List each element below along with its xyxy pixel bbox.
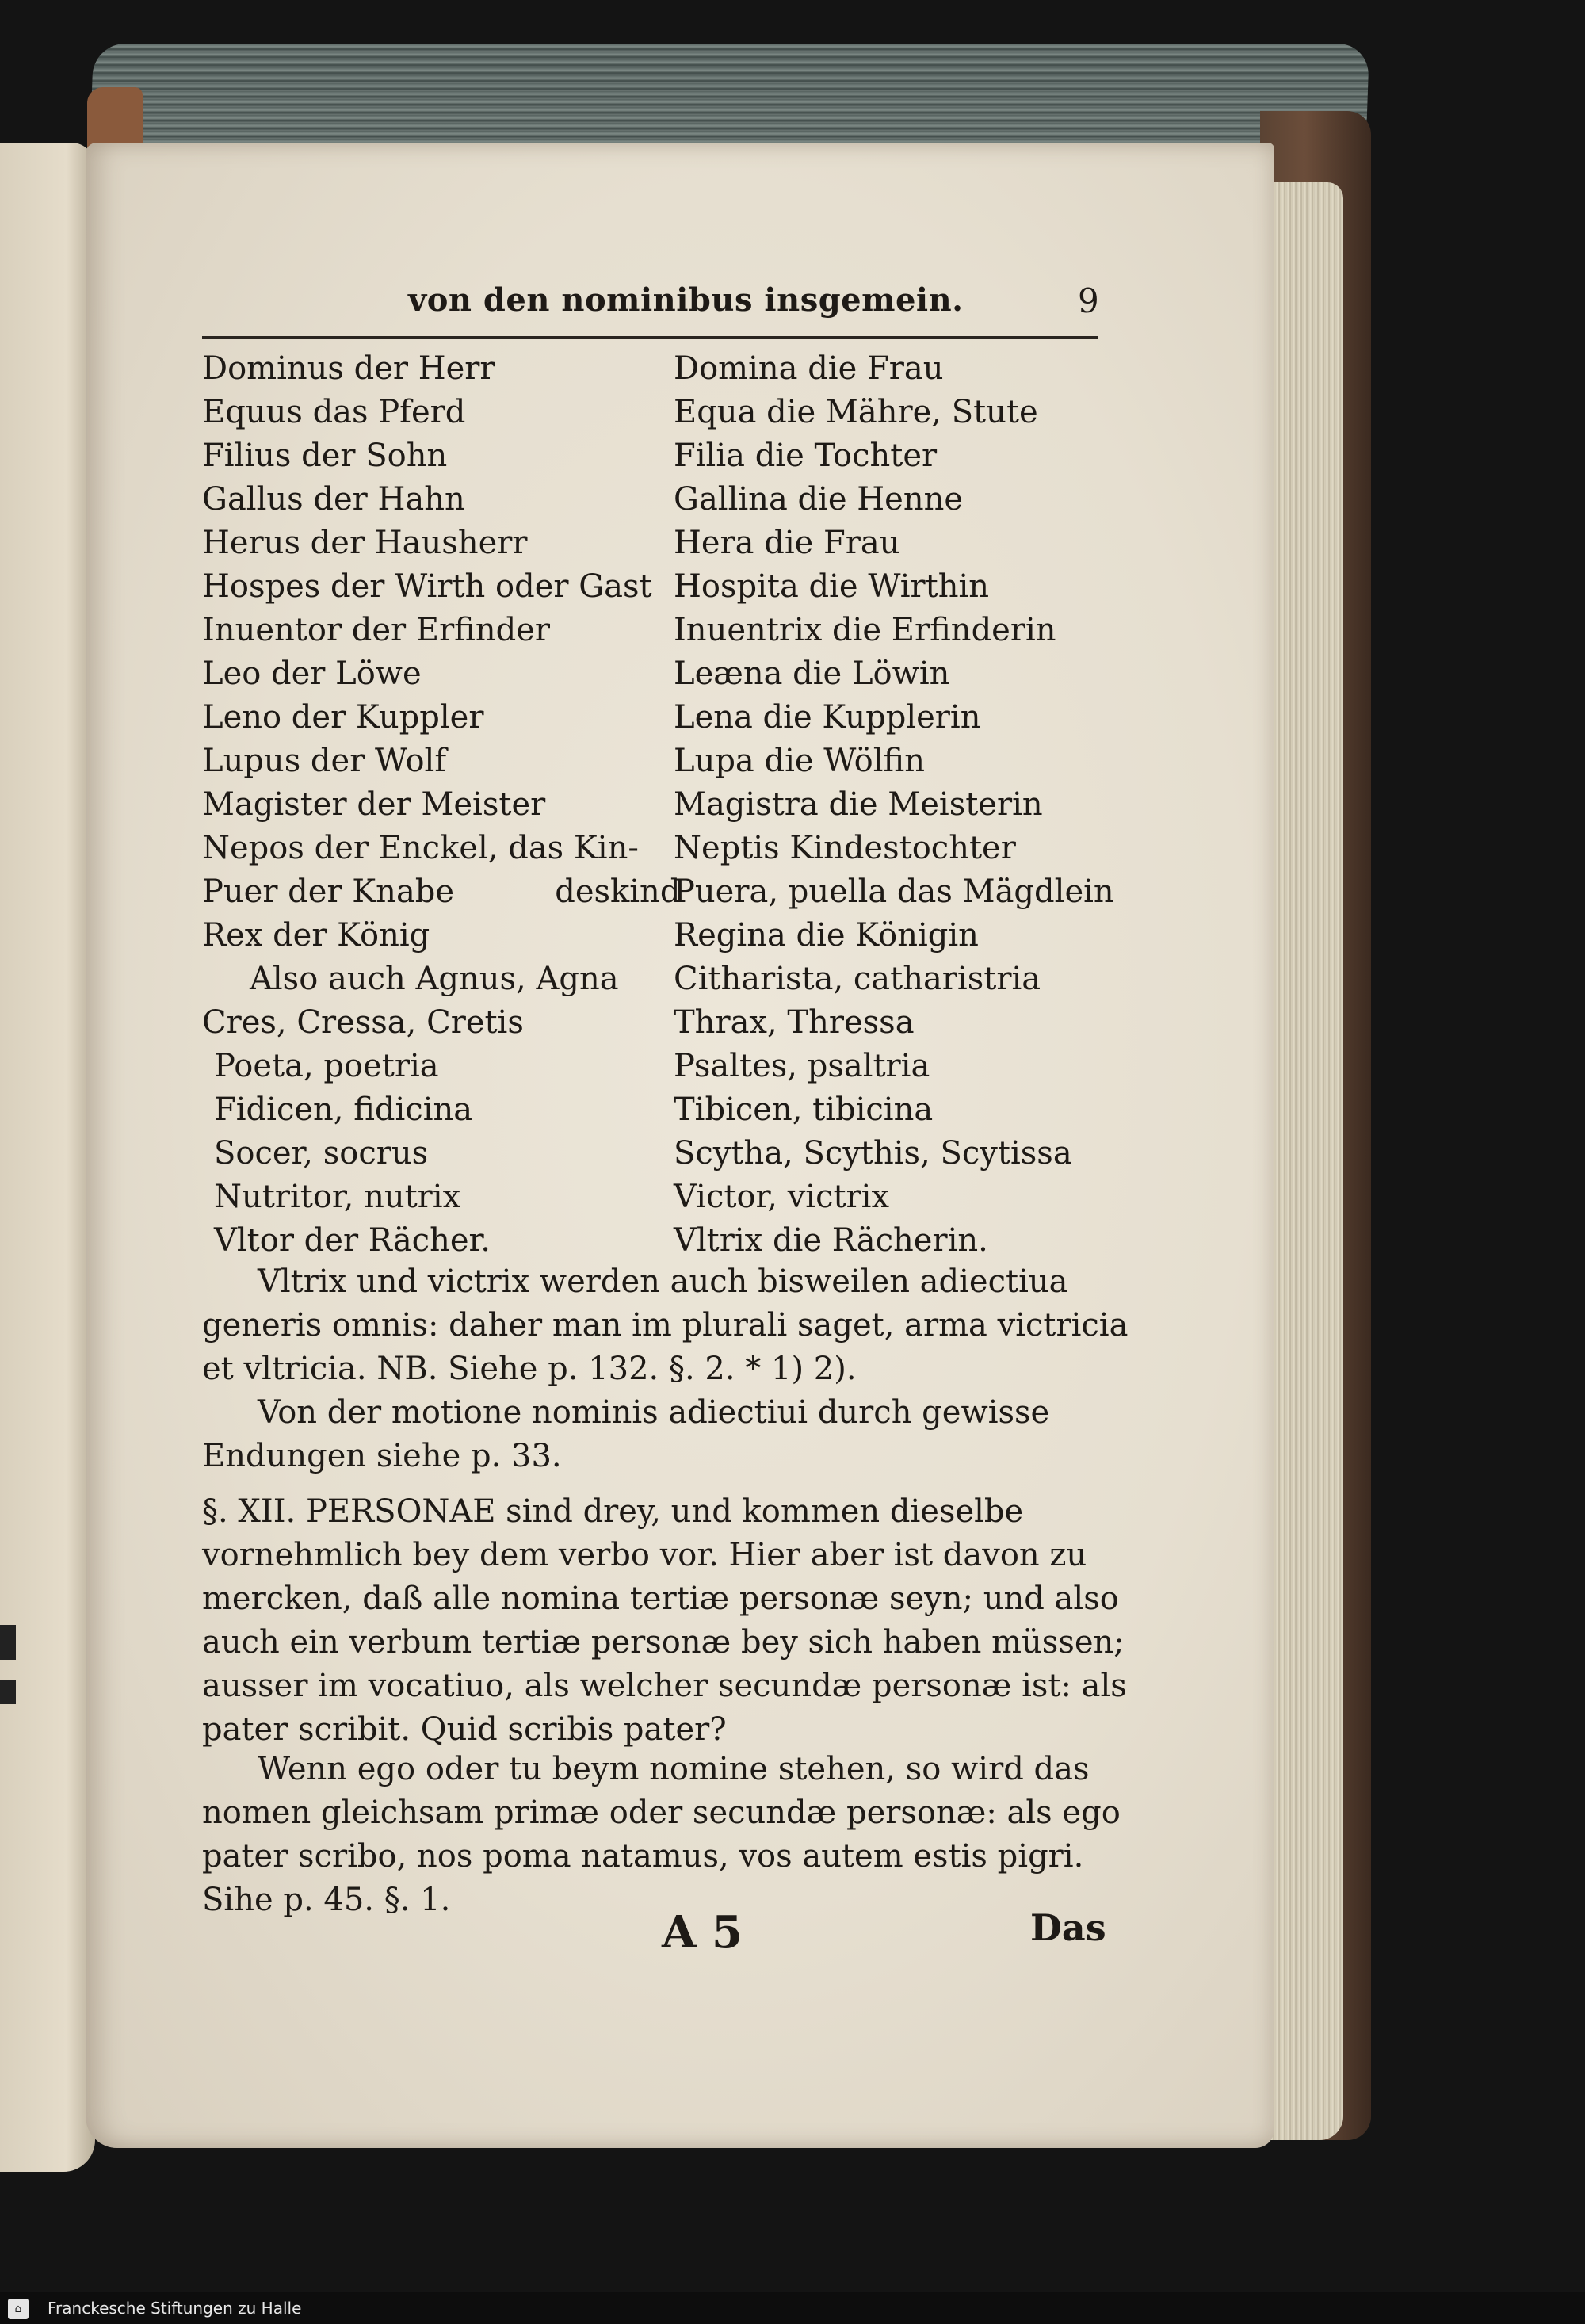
word-entry: Scytha, Scythis, Scytissa <box>674 1135 1072 1172</box>
word-entry: Nutritor, nutrix <box>214 1179 461 1215</box>
word-entry: Vltrix die Rächerin. <box>674 1222 988 1259</box>
word-entry: Herus der Hausherr <box>202 525 528 561</box>
word-entry: Fidicen, fidicina <box>214 1091 473 1128</box>
paragraph-motione <box>202 1391 1129 1478</box>
word-entry: Filia die Tochter <box>674 438 938 474</box>
word-entry: Equa die Mähre, Stute <box>674 394 1038 430</box>
word-entry: Leo der Löwe <box>202 656 422 692</box>
word-entry: Thrax, Thressa <box>674 1004 915 1041</box>
institution-logo-icon: ⌂ <box>8 2299 29 2319</box>
word-entry: Leæna die Löwin <box>674 656 950 692</box>
footer-bar <box>0 2292 1585 2324</box>
word-entry: Citharista, catharistria <box>674 961 1041 997</box>
paragraph-text: Wenn ego oder tu beym nomine stehen, so wird das nomen gleichsam primæ oder secundæ personæ: als ego pater scribo, nos poma natamus, vos autem estis pigri. Sihe p. 45. §. 1. <box>202 1751 1121 1918</box>
word-entry: Victor, victrix <box>674 1179 890 1215</box>
word-list-right <box>674 347 1117 1263</box>
word-list-left <box>202 347 681 1263</box>
word-entry: Cres, Cressa, Cretis <box>202 1004 524 1041</box>
paragraph-ego-tu <box>202 1748 1129 1922</box>
word-entry: Inuentor der Erfinder <box>202 612 551 648</box>
word-entry: Magister der Meister <box>202 786 546 823</box>
left-page-fragment <box>0 143 95 2172</box>
word-entry: Filius der Sohn <box>202 438 448 474</box>
word-entry: Domina die Frau <box>674 350 944 387</box>
word-entry: Hospes der Wirth oder Gast <box>202 568 652 605</box>
word-entry: Puera, puella das Mägdlein <box>674 873 1114 910</box>
word-entry: Leno der Kuppler <box>202 699 484 736</box>
footer-credit: Franckesche Stiftungen zu Halle <box>48 2299 302 2318</box>
word-entry: Regina die Königin <box>674 917 979 954</box>
word-entry: Equus das Pferd <box>202 394 466 430</box>
word-entry: Puer der Knabe deskind <box>202 873 681 910</box>
word-entry: Poeta, poetria <box>214 1048 439 1084</box>
word-entry: Socer, socrus <box>214 1135 429 1172</box>
paragraph-text: Von der motione nominis adiectiui durch gewisse Endungen siehe p. 33. <box>202 1394 1050 1474</box>
header-rule <box>202 336 1098 339</box>
word-entry: Vltor der Rächer. <box>214 1222 491 1259</box>
paragraph-personae <box>202 1490 1129 1752</box>
word-entry: Tibicen, tibicina <box>674 1091 934 1128</box>
word-entry: Lupa die Wölfin <box>674 743 925 779</box>
paragraph-text: §. XII. PERSONAE sind drey, und kommen dieselbe vornehmlich bey dem verbo vor. Hier aber ist davon zu mercken, daß alle nomina tertiæ personæ seyn; und also auch ein verbum tertiæ personæ bey sich haben müssen; ausser im vocatiuo, als welcher secundæ personæ ist: als pater scribit. Quid scribis pater? <box>202 1493 1127 1748</box>
word-entry: Neptis Kindestochter <box>674 830 1016 866</box>
catchword: Das <box>1030 1906 1106 1949</box>
word-entry: Also auch Agnus, Agna <box>250 961 619 997</box>
word-entry: Dominus der Herr <box>202 350 495 387</box>
page-number: 9 <box>1078 281 1099 320</box>
running-head: von den nominibus insgemein. <box>408 281 964 319</box>
word-entry: Inuentrix die Erfinderin <box>674 612 1056 648</box>
word-entry: Lupus der Wolf <box>202 743 447 779</box>
word-entry: Hera die Frau <box>674 525 900 561</box>
paragraph-vltrix <box>202 1260 1129 1391</box>
left-page-ink-mark <box>0 1680 16 1704</box>
left-page-ink-mark <box>0 1625 16 1660</box>
book-cover-corner <box>87 87 143 151</box>
paragraph-text: Vltrix und victrix werden auch bisweilen adiectiua generis omnis: daher man im plurali saget, arma victricia et vltricia. NB. Siehe p. 132. §. 2. * 1) 2). <box>202 1263 1129 1387</box>
word-entry: Nepos der Enckel, das Kin- <box>202 830 639 866</box>
word-entry: Lena die Kupplerin <box>674 699 981 736</box>
word-entry: Gallina die Henne <box>674 481 964 518</box>
word-entry: Psaltes, psaltria <box>674 1048 930 1084</box>
word-entry: Magistra die Meisterin <box>674 786 1043 823</box>
word-entry: Gallus der Hahn <box>202 481 465 518</box>
word-entry: Rex der König <box>202 917 430 954</box>
signature-mark: A 5 <box>662 1906 743 1959</box>
word-entry: Hospita die Wirthin <box>674 568 990 605</box>
